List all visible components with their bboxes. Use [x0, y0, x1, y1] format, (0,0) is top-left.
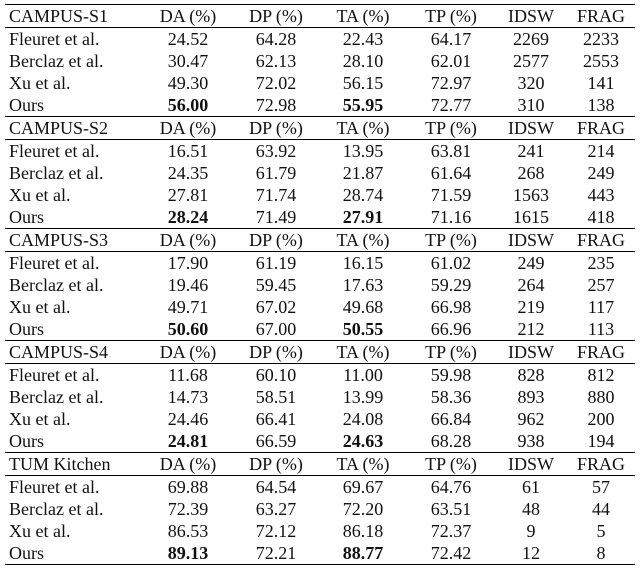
metric-cell: 320	[517, 73, 545, 93]
metric-cell: 56.15	[342, 73, 384, 93]
metric-cell: 30.47	[167, 51, 209, 71]
metric-cell: 62.01	[430, 51, 472, 71]
metric-cell: 264	[517, 275, 545, 295]
table-section	[5, 117, 635, 229]
metric-cell: 59.45	[255, 275, 297, 295]
table-section	[5, 341, 635, 453]
metric-cell: 66.84	[430, 409, 472, 429]
table-row	[5, 498, 635, 520]
metric-cell: 50.55	[342, 319, 384, 339]
table-section	[5, 453, 635, 565]
metric-cell: 72.12	[255, 521, 297, 541]
metric-cell: 12	[495, 542, 567, 565]
column-header: DP (%)	[233, 117, 319, 140]
column-header: DP (%)	[233, 229, 319, 252]
metric-cell: 11.00	[343, 365, 383, 385]
metric-cell: 88.77	[319, 542, 407, 565]
method-name: Berclaz et al.	[9, 163, 104, 183]
metric-cell: 268	[517, 163, 545, 183]
metric-cell: 22.43	[342, 29, 384, 49]
metric-cell: 49.68	[342, 297, 384, 317]
metric-cell: 249	[587, 163, 615, 183]
metric-cell: 72.42	[407, 542, 495, 565]
method-name: Ours	[9, 95, 44, 115]
metric-cell: 2553	[583, 51, 619, 71]
metric-cell: 310	[517, 95, 545, 115]
table-row	[5, 542, 635, 565]
metric-cell: 72.21	[233, 542, 319, 565]
metric-cell: 49.30	[167, 73, 209, 93]
section-header-row	[5, 453, 635, 476]
results-table-wrapper	[5, 4, 635, 565]
metric-cell: 61.02	[430, 253, 472, 273]
results-table	[5, 4, 635, 565]
column-header: FRAG	[567, 341, 635, 364]
column-header: TA (%)	[319, 5, 407, 28]
metric-cell: 86.18	[342, 521, 384, 541]
metric-cell: 71.74	[255, 185, 297, 205]
method-name: Ours	[9, 319, 44, 339]
section-title: CAMPUS-S4	[5, 341, 143, 364]
metric-cell: 49.71	[167, 297, 209, 317]
column-header: DA (%)	[143, 117, 233, 140]
metric-cell: 17.63	[342, 275, 384, 295]
metric-cell: 62.13	[255, 51, 297, 71]
metric-cell: 27.91	[342, 207, 384, 227]
metric-cell: 8	[567, 542, 635, 565]
column-header: TP (%)	[407, 229, 495, 252]
metric-cell: 2577	[513, 51, 549, 71]
metric-cell: 61	[522, 477, 540, 497]
table-row	[5, 162, 635, 184]
metric-cell: 72.97	[430, 73, 472, 93]
section-header-row	[5, 5, 635, 28]
column-header: DA (%)	[143, 341, 233, 364]
metric-cell: 66.59	[255, 431, 297, 451]
metric-cell: 69.88	[167, 477, 209, 497]
metric-cell: 89.13	[143, 542, 233, 565]
metric-cell: 71.59	[430, 185, 472, 205]
table-row	[5, 206, 635, 229]
section-title: TUM Kitchen	[5, 453, 143, 476]
metric-cell: 71.49	[255, 207, 297, 227]
metric-cell: 55.95	[342, 95, 384, 115]
metric-cell: 59.29	[430, 275, 472, 295]
metric-cell: 44	[592, 499, 610, 519]
column-header: TP (%)	[407, 453, 495, 476]
metric-cell: 61.64	[430, 163, 472, 183]
section-title: CAMPUS-S1	[5, 5, 143, 28]
method-name: Fleuret et al.	[9, 141, 100, 161]
metric-cell: 24.63	[342, 431, 384, 451]
metric-cell: 194	[587, 431, 615, 451]
column-header: IDSW	[495, 453, 567, 476]
table-row	[5, 140, 635, 163]
metric-cell: 63.51	[430, 499, 472, 519]
metric-cell: 86.53	[167, 521, 209, 541]
column-header: TA (%)	[319, 229, 407, 252]
method-name: Xu et al.	[9, 297, 71, 317]
metric-cell: 28.10	[342, 51, 384, 71]
method-name: Berclaz et al.	[9, 499, 104, 519]
metric-cell: 64.17	[430, 29, 472, 49]
table-row	[5, 28, 635, 51]
metric-cell: 257	[587, 275, 615, 295]
metric-cell: 241	[517, 141, 545, 161]
column-header: DP (%)	[233, 5, 319, 28]
metric-cell: 249	[517, 253, 545, 273]
method-name: Berclaz et al.	[9, 51, 104, 71]
metric-cell: 56.00	[167, 95, 209, 115]
metric-cell: 24.46	[167, 409, 209, 429]
metric-cell: 880	[587, 387, 615, 407]
column-header: DP (%)	[233, 341, 319, 364]
column-header: TA (%)	[319, 453, 407, 476]
method-name: Fleuret et al.	[9, 29, 100, 49]
method-name: Xu et al.	[9, 185, 71, 205]
metric-cell: 443	[587, 185, 615, 205]
metric-cell: 66.98	[430, 297, 472, 317]
table-row	[5, 408, 635, 430]
metric-cell: 27.81	[167, 185, 209, 205]
table-row	[5, 430, 635, 453]
method-name: Ours	[9, 431, 44, 451]
method-name: Berclaz et al.	[9, 275, 104, 295]
metric-cell: 72.98	[255, 95, 297, 115]
metric-cell: 64.76	[430, 477, 472, 497]
column-header: IDSW	[495, 341, 567, 364]
metric-cell: 72.20	[342, 499, 384, 519]
metric-cell: 66.96	[430, 319, 472, 339]
method-name: Fleuret et al.	[9, 477, 100, 497]
table-row	[5, 72, 635, 94]
metric-cell: 418	[587, 207, 615, 227]
metric-cell: 1615	[513, 207, 549, 227]
metric-cell: 57	[592, 477, 610, 497]
metric-cell: 235	[587, 253, 615, 273]
metric-cell: 113	[587, 319, 615, 339]
metric-cell: 812	[587, 365, 615, 385]
method-name: Xu et al.	[9, 73, 71, 93]
metric-cell: 962	[517, 409, 545, 429]
table-row	[5, 386, 635, 408]
column-header: TP (%)	[407, 341, 495, 364]
metric-cell: 138	[587, 95, 615, 115]
metric-cell: 11.68	[168, 365, 208, 385]
column-header: FRAG	[567, 117, 635, 140]
method-name: Fleuret et al.	[9, 253, 100, 273]
metric-cell: 1563	[513, 185, 549, 205]
section-header-row	[5, 117, 635, 140]
metric-cell: 24.08	[342, 409, 384, 429]
metric-cell: 9	[526, 521, 536, 541]
metric-cell: 212	[517, 319, 545, 339]
metric-cell: 893	[517, 387, 545, 407]
column-header: IDSW	[495, 117, 567, 140]
column-header: DP (%)	[233, 453, 319, 476]
metric-cell: 67.02	[255, 297, 297, 317]
table-row	[5, 274, 635, 296]
metric-cell: 21.87	[342, 163, 384, 183]
metric-cell: 16.51	[167, 141, 209, 161]
metric-cell: 14.73	[167, 387, 209, 407]
column-header: FRAG	[567, 453, 635, 476]
column-header: DA (%)	[143, 229, 233, 252]
metric-cell: 19.46	[167, 275, 209, 295]
metric-cell: 64.54	[255, 477, 297, 497]
metric-cell: 219	[517, 297, 545, 317]
column-header: FRAG	[567, 5, 635, 28]
section-header-row	[5, 341, 635, 364]
section-header-row	[5, 229, 635, 252]
metric-cell: 24.52	[167, 29, 209, 49]
metric-cell: 72.39	[167, 499, 209, 519]
metric-cell: 17.90	[167, 253, 209, 273]
metric-cell: 66.41	[255, 409, 297, 429]
table-row	[5, 318, 635, 341]
metric-cell: 58.51	[255, 387, 297, 407]
metric-cell: 59.98	[430, 365, 472, 385]
metric-cell: 938	[517, 431, 545, 451]
method-name: Xu et al.	[9, 521, 71, 541]
metric-cell: 50.60	[167, 319, 209, 339]
column-header: TP (%)	[407, 117, 495, 140]
metric-cell: 141	[587, 73, 615, 93]
metric-cell: 60.10	[255, 365, 297, 385]
column-header: DA (%)	[143, 5, 233, 28]
section-title: CAMPUS-S2	[5, 117, 143, 140]
metric-cell: 69.67	[342, 477, 384, 497]
metric-cell: 13.99	[342, 387, 384, 407]
metric-cell: 2269	[513, 29, 549, 49]
column-header: TP (%)	[407, 5, 495, 28]
section-title: CAMPUS-S3	[5, 229, 143, 252]
metric-cell: 214	[587, 141, 615, 161]
table-section	[5, 229, 635, 341]
metric-cell: 5	[596, 521, 606, 541]
table-row	[5, 476, 635, 499]
metric-cell: 68.28	[430, 431, 472, 451]
column-header: DA (%)	[143, 453, 233, 476]
table-row	[5, 50, 635, 72]
table-row	[5, 296, 635, 318]
metric-cell: 71.16	[430, 207, 472, 227]
metric-cell: 28.74	[342, 185, 384, 205]
metric-cell: 61.79	[255, 163, 297, 183]
metric-cell: 58.36	[430, 387, 472, 407]
method-name: Xu et al.	[9, 409, 71, 429]
table-row	[5, 364, 635, 387]
column-header: IDSW	[495, 229, 567, 252]
metric-cell: 61.19	[255, 253, 297, 273]
metric-cell: 13.95	[342, 141, 384, 161]
column-header: IDSW	[495, 5, 567, 28]
table-row	[5, 252, 635, 275]
metric-cell: 63.27	[255, 499, 297, 519]
metric-cell: 200	[587, 409, 615, 429]
method-name: Ours	[9, 207, 44, 227]
table-row	[5, 520, 635, 542]
metric-cell: 72.37	[430, 521, 472, 541]
table-row	[5, 94, 635, 117]
metric-cell: 48	[522, 499, 540, 519]
metric-cell: 64.28	[255, 29, 297, 49]
column-header: TA (%)	[319, 341, 407, 364]
metric-cell: 16.15	[342, 253, 384, 273]
column-header: TA (%)	[319, 117, 407, 140]
metric-cell: 828	[517, 365, 545, 385]
table-section	[5, 5, 635, 117]
metric-cell: 67.00	[255, 319, 297, 339]
method-name: Ours	[5, 542, 143, 565]
metric-cell: 117	[587, 297, 615, 317]
metric-cell: 28.24	[167, 207, 209, 227]
method-name: Fleuret et al.	[9, 365, 100, 385]
metric-cell: 2233	[583, 29, 619, 49]
metric-cell: 24.35	[167, 163, 209, 183]
table-row	[5, 184, 635, 206]
metric-cell: 24.81	[167, 431, 209, 451]
metric-cell: 63.81	[430, 141, 472, 161]
metric-cell: 72.77	[430, 95, 472, 115]
metric-cell: 63.92	[255, 141, 297, 161]
metric-cell: 72.02	[255, 73, 297, 93]
method-name: Berclaz et al.	[9, 387, 104, 407]
column-header: FRAG	[567, 229, 635, 252]
